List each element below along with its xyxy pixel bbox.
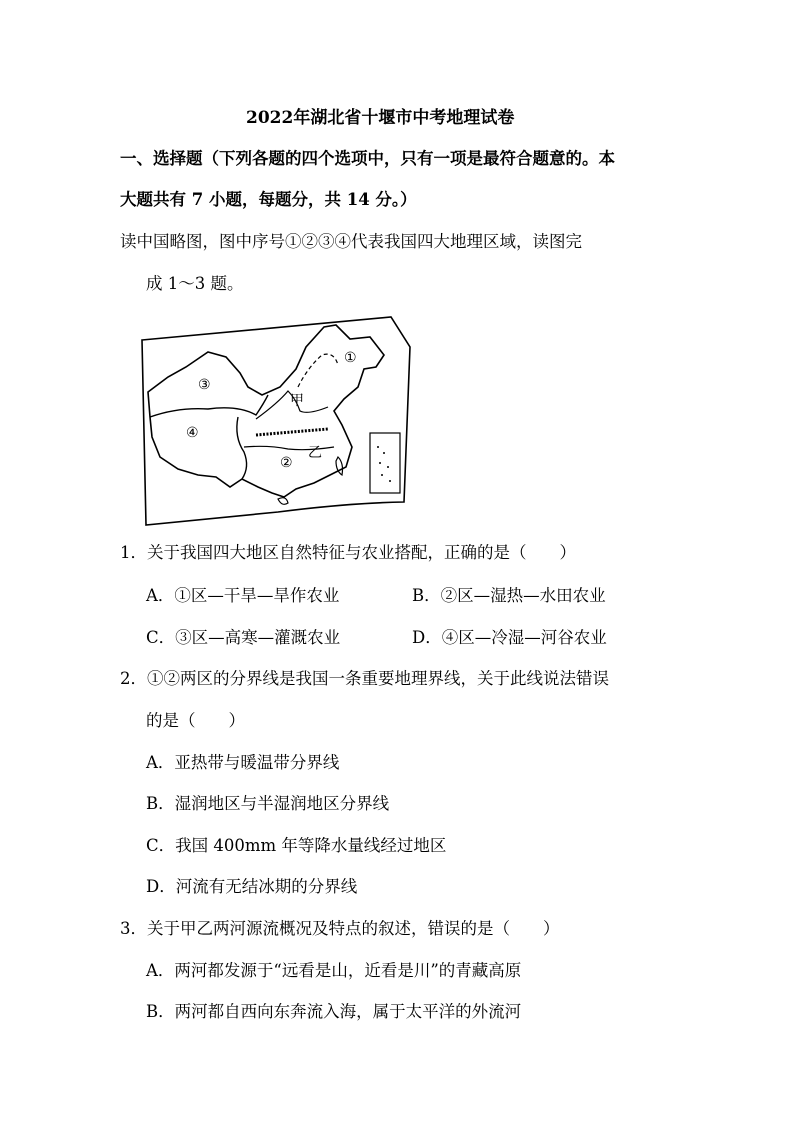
question-2-option-a: A．亚热带与暖温带分界线 <box>146 753 340 772</box>
section-heading-line1: 一、选择题（下列各题的四个选项中，只有一项是最符合题意的。本 <box>120 149 615 168</box>
map-label-4: ④ <box>186 425 199 441</box>
map-label-2: ② <box>280 455 293 471</box>
question-1-stem: 1．关于我国四大地区自然特征与农业搭配，正确的是（ ） <box>120 543 576 562</box>
section-heading-line2: 大题共有 7 小题，每题分，共 14 分。） <box>120 190 417 209</box>
map-label-jia: 甲 <box>290 393 304 409</box>
question-1-option-c: C．③区—高寒—灌溉农业 <box>146 628 341 647</box>
question-2-stem-line2: 的是（ ） <box>146 711 245 730</box>
question-2-stem-line1: 2．①②两区的分界线是我国一条重要地理界线，关于此线说法错误 <box>120 669 609 688</box>
question-3-option-a: A．两河都发源于“远看是山，近看是川”的青藏高原 <box>146 961 522 980</box>
question-2-option-b: B．湿润地区与半湿润地区分界线 <box>146 794 390 813</box>
question-1-option-a: A．①区—干旱—旱作农业 <box>146 586 340 605</box>
question-3-option-b: B．两河都自西向东奔流入海，属于太平洋的外流河 <box>146 1002 522 1021</box>
map-label-yi: 乙 <box>308 445 322 461</box>
map-label-1: ① <box>344 350 357 366</box>
intro-line2: 成 1～3 题。 <box>146 274 244 293</box>
question-2-option-c: C．我国 400mm 年等降水量线经过地区 <box>146 836 447 855</box>
intro-line1: 读中国略图，图中序号①②③④代表我国四大地理区域，读图完 <box>120 232 582 251</box>
china-map-figure <box>138 307 418 527</box>
question-1-option-b: B．②区—湿热—水田农业 <box>412 586 606 605</box>
map-label-3: ③ <box>198 377 211 393</box>
question-1-option-d: D．④区—冷湿—河谷农业 <box>412 628 607 647</box>
page-title: 2022年湖北省十堰市中考地理试卷 <box>246 108 515 128</box>
question-3-stem: 3．关于甲乙两河源流概况及特点的叙述，错误的是（ ） <box>120 919 560 938</box>
south-sea-inset <box>370 433 400 493</box>
question-2-option-d: D．河流有无结冰期的分界线 <box>146 877 358 896</box>
